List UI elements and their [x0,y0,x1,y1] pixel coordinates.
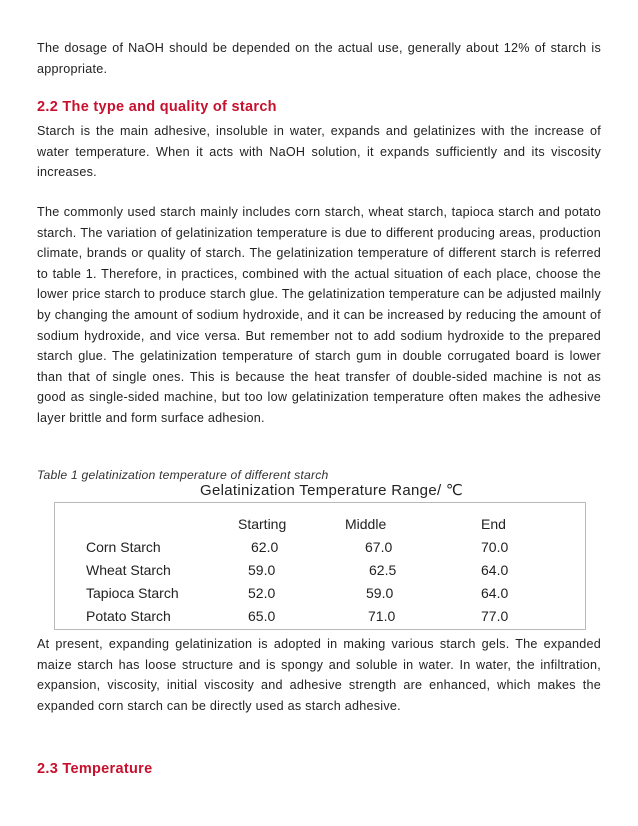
intro-paragraph: The dosage of NaOH should be depended on the actual use, generally about 12% of starch is appropriate. [37,41,601,76]
table-cell: 59.0 [248,562,276,578]
table-cell: 52.0 [248,585,276,601]
table-cell: 70.0 [481,539,509,555]
table-header-starting: Starting [238,516,287,532]
gelatinization-table [54,502,586,630]
table-row-label: Wheat Starch [86,562,171,578]
starch-description-paragraph: Starch is the main adhesive, insoluble in water, expands and gelatinizes with the increase of water temperature. When it acts with NaOH solution, it expands sufficiently and its viscosity increases. [37,124,601,180]
section-heading-2-2: 2.2 The type and quality of starch [37,99,277,115]
table-caption: Table 1 gelatinization temperature of different starch [37,468,329,482]
table-cell: 71.0 [368,608,396,624]
table-title: Gelatinization Temperature Range/ ℃ [200,482,464,499]
table-cell: 77.0 [481,608,509,624]
starch-types-paragraph: The commonly used starch mainly includes corn starch, wheat starch, tapioca starch and potato starch. The variation of gelatinization temperature is due to different producing areas, production climate, brands or quality of starch. The gelatinization temperature of different starch is referred to table 1. Therefore, in practices, combined with the actual situation of each place, choose the lower price starch to produce starch glue. The gelatinization temperature can be adjusted mailnly by changing the amount of sodium hydroxide, and it can be increased by reducing the amount of sodium hydroxide, and vice versa. But remember not to add sodium hydroxide to the prepared starch glue. The gelatinization temperature of starch gum in double corrugated board is lower than that of single ones. This is because the heat transfer of double-sided machine is not as good as single-sided machine, but too low gelatinization temperature often makes the adhesive layer brittle and form surface adhesion. [37,205,601,425]
table-cell: 64.0 [481,585,509,601]
section-heading-2-3: 2.3 Temperature [37,761,153,777]
table-row-label: Potato Starch [86,608,171,624]
table-row-label: Corn Starch [86,539,161,555]
table-header-end: End [481,516,506,532]
table-header-middle: Middle [345,516,387,532]
table-cell: 62.5 [369,562,397,578]
table-row-label: Tapioca Starch [86,585,179,601]
table-cell: 64.0 [481,562,509,578]
table-cell: 65.0 [248,608,276,624]
table-cell: 59.0 [366,585,394,601]
table-cell: 62.0 [251,539,279,555]
expanded-starch-paragraph: At present, expanding gelatinization is adopted in making various starch gels. The expanded maize starch has loose structure and is spongy and soluble in water. In water, the infiltration, expansion, viscosity, initial viscosity and adhesive strength are enhanced, which makes the expanded corn starch can be directly used as starch adhesive. [37,637,601,713]
table-cell: 67.0 [365,539,393,555]
